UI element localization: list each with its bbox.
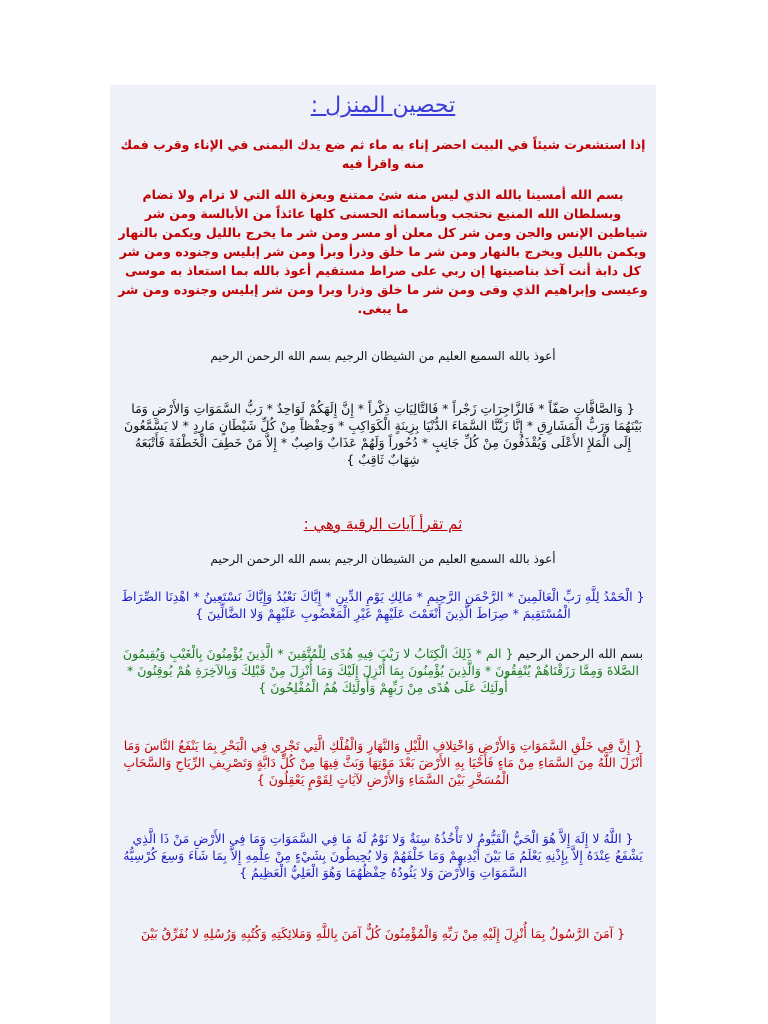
baqara-opening-block [118,645,648,696]
saffat-verses: { وَالصَّافَّاتِ صَفّاً * فَالزَّاجِرَاتِ زَجْراً * فَالتَّالِيَاتِ ذِكْراً * إِنَّ إِلَهَكُمْ لَوَاحِدٌ * رَبُّ السَّمَوَاتِ وَالأَرْضِ وَمَا بَيْنَهُمَا وَرَبُّ الْمَشَارِقِ * إِنَّا زَيَّنَّا السَّمَاءَ الدُّنْيَا بِزِينَةٍ الْكَوَاكِبِ * وَحِفْظاً مِنْ كُلِّ شَيْطَانٍ مَارِدٍ * لا يَسَّمَّعُونَ إِلَى الْمَلإِ الأَعْلَى وَيُقْذَفُونَ مِنْ كُلِّ جَانِبٍ * دُحُوراً وَلَهُمْ عَذَابٌ وَاصِبٌ * إِلاَّ مَنْ خَطِفَ الْخَطْفَةَ فَأَتْبَعَهُ شِهَابٌ ثَاقِبٌ } [124,401,642,467]
baqara-verses: { الم * ذَلِكَ الْكِتَابُ لا رَيْبَ فِيهِ هُدًى لِلْمُتَّقِينَ * الَّذِينَ يُؤْمِنُونَ بِالْغَيْبِ وَيُقِيمُونَ الصَّلاةَ وَمِمَّا رَزَقْنَاهُمْ يُنْفِقُونَ * وَالَّذِينَ يُؤْمِنُونَ بِمَا أُنْزِلَ إِلَيْكَ وَمَا أُنْزِلَ مِنْ قَبْلِكَ وَبِالآخِرَةِ هُمْ يُوقِنُونَ * أُولَئِكَ عَلَى هُدًى مِنْ رَبِّهِمْ وَأُولَئِكَ هُمُ الْمُفْلِحُونَ } [122,646,639,695]
section-subtitle: ثم تقرأ آيات الرقية وهي : [303,515,463,533]
intro-instruction: إذا استشعرت شيئاً في البيت احضر إناء به ماء ثم ضع يدك اليمنى في الإناء وقرب فمك منه واقرأ فيه [120,137,646,171]
tahsin-supplication: بسم الله أمسينا بالله الذي ليس منه شئ ممتنع وبعزة الله التي لا ترام ولا تضام وبسلطان الله المنيع نحتجب وبأسمائه الحسنى كلها عائذاً من الأبالسة ومن شر شياطين الإنس والجن ومن شر كل معلن أو مسر ومن شر ما يخرج بالليل ويكمن بالنهار ويكمن بالليل ويخرج بالنهار ومن شر ما خلق وذرأ وبرأ ومن شر إبليس وجنوده ومن شر كل دابة أنت آخذ بناصيتها إن ربي على صراط مستقيم أعوذ بالله بما استعاذ به موسى وعيسى وإبراهيم الذي وفى ومن شر ما خلق وذرا وبرا ومن شر إبليس وجنوده ومن شر ما يبغى. [118,187,648,316]
document-page [110,85,656,1024]
isti-adha-line-2: أعوذ بالله السميع العليم من الشيطان الرجيم بسم الله الرحمن الرحيم [210,552,556,566]
amana-verse: { آمَنَ الرَّسُولُ بِمَا أُنْزِلَ إِلَيْهِ مِنْ رَبِّهِ وَالْمُؤْمِنُونَ كُلٌّ آمَنَ بِاللَّهِ وَمَلائِكَتِهِ وَكُتُبِهِ وَرُسُلِهِ لا نُفَرِّقُ بَيْنَ [140,926,626,941]
inna-fi-khalq-verse: { إِنَّ فِي خَلْقِ السَّمَوَاتِ وَالأَرْضِ وَاخْتِلافِ اللَّيْلِ وَالنَّهَارِ وَالْفُلْكِ الَّتِي تَجْرِي فِي الْبَحْرِ بِمَا يَنْفَعُ النَّاسَ وَمَا أَنْزَلَ اللَّهُ مِنَ السَّمَاءِ مِنْ مَاءٍ فَأَحْيَا بِهِ الأَرْضَ بَعْدَ مَوْتِهَا وَبَثَّ فِيهَا مِنْ كُلِّ دَابَّةٍ وَتَصْرِيفِ الرِّيَاحِ وَالسَّحَابِ الْمُسَخَّرِ بَيْنَ السَّمَاءِ وَالأَرْضِ لآيَاتٍ لِقَوْمٍ يَعْقِلُونَ } [123,738,643,787]
ayat-al-kursi: { اللَّهُ لا إِلَهَ إِلاَّ هُوَ الْحَيُّ الْقَيُّومُ لا تَأْخُذُهُ سِنَةٌ وَلا نَوْمٌ لَهُ مَا فِي السَّمَوَاتِ وَمَا فِي الأَرْضِ مَنْ ذَا الَّذِي يَشْفَعُ عِنْدَهُ إِلاَّ بِإِذْنِهِ يَعْلَمُ مَا بَيْنَ أَيْدِيهِمْ وَمَا خَلْفَهُمْ وَلا يُحِيطُونَ بِشَيْءٍ مِنْ عِلْمِهِ إِلاَّ بِمَا شَاءَ وَسِعَ كُرْسِيُّهُ السَّمَوَاتِ وَالأَرْضَ وَلا يَئُودُهُ حِفْظُهُمَا وَهُوَ الْعَلِيُّ الْعَظِيمُ } [123,831,643,880]
basmala-lead: بسم الله الرحمن الرحيم [517,646,644,661]
page-title: تحصين المنزل : [310,93,456,118]
isti-adha-line-1: أعوذ بالله السميع العليم من الشيطان الرجيم بسم الله الرحمن الرحيم [210,349,556,363]
fatiha-verses: { الْحَمْدُ لِلَّهِ رَبِّ الْعَالَمِينَ * الرَّحْمَنِ الرَّحِيمِ * مَالِكِ يَوْمِ الدِّينِ * إِيَّاكَ نَعْبُدُ وَإِيَّاكَ نَسْتَعِينُ * اهْدِنَا الصِّرَاطَ الْمُسْتَقِيمَ * صِرَاطَ الَّذِينَ أَنْعَمْتَ عَلَيْهِمْ غَيْرِ الْمَغْضُوبِ عَلَيْهِمْ وَلا الضَّالِّينَ } [121,589,645,621]
